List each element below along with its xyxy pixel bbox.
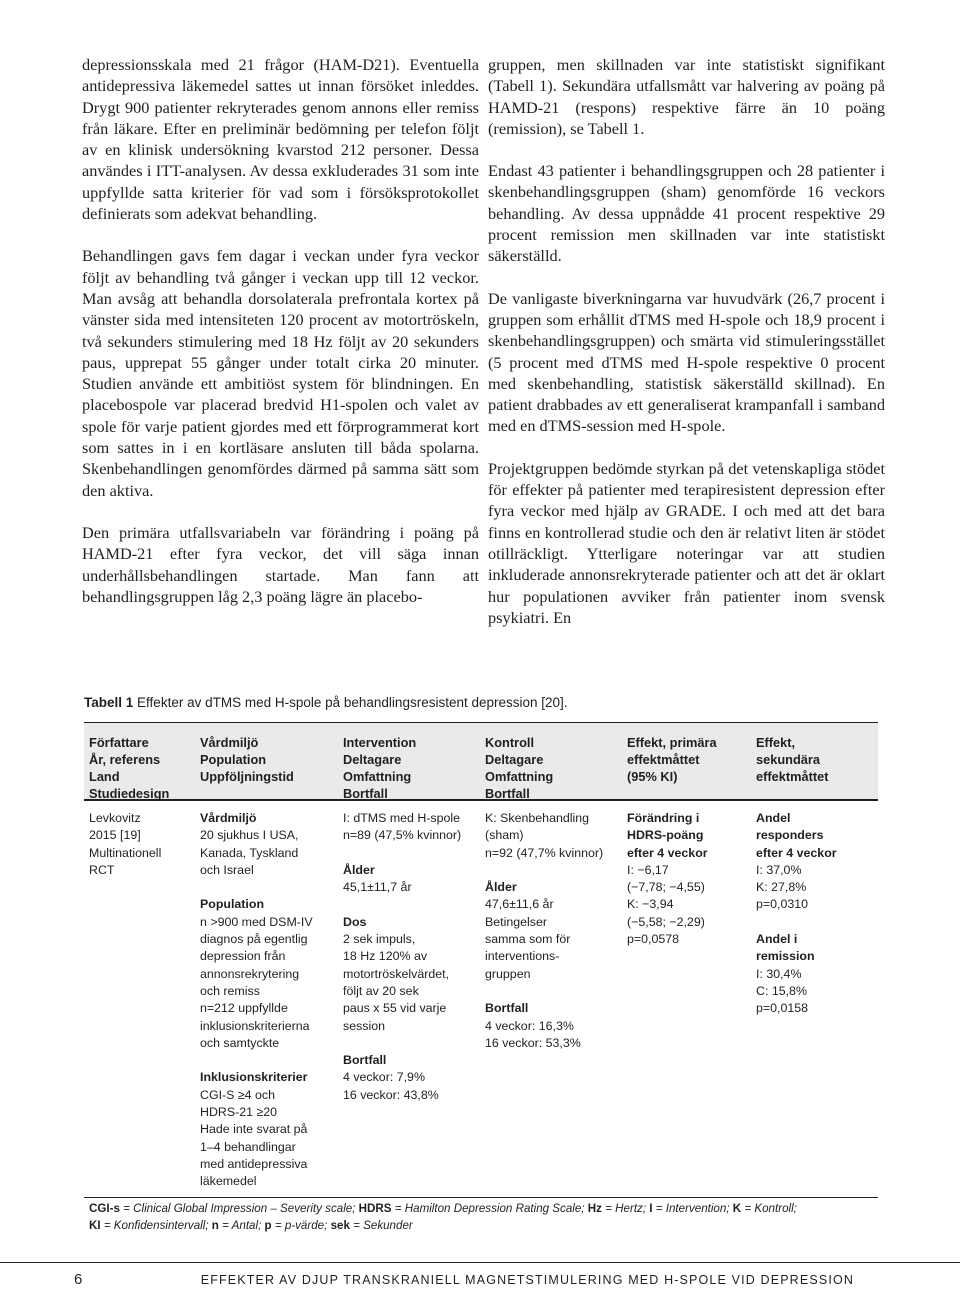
- table-caption-label: Tabell 1: [84, 695, 134, 710]
- table-cell-subheading: Population: [200, 897, 265, 912]
- table-cell-line: K: 27,8%: [756, 880, 807, 895]
- body-column-left: [82, 54, 479, 628]
- table-header-line: Intervention: [343, 735, 417, 750]
- table-cell-line: läkemedel: [200, 1174, 257, 1189]
- table-header-line: Population: [200, 752, 267, 767]
- footnote-definition: = Hamilton Depression Rating Scale;: [391, 1202, 588, 1215]
- table-cell-subheading: HDRS-poäng: [627, 828, 704, 843]
- table-cell-line: med antidepressiva: [200, 1156, 308, 1171]
- table-cell-line: session: [343, 1018, 386, 1033]
- footnote-definition: = Clinical Global Impression – Severity scale;: [119, 1202, 359, 1215]
- table-cell-subheading: Förändring i: [627, 811, 700, 825]
- table-cell-line: Kanada, Tyskland: [200, 845, 299, 860]
- table-header-line: Deltagare: [343, 752, 402, 767]
- body-column-right: [488, 54, 885, 649]
- table-cell-line: interventions-: [485, 949, 560, 964]
- table-cell: [200, 810, 313, 1191]
- table-cell-line: p=0,0158: [756, 1001, 809, 1016]
- table-cell-line: n=89 (47,5% kvinnor): [343, 828, 462, 843]
- table-cell-line: p=0,0310: [756, 897, 809, 912]
- table-header-line: Land: [89, 769, 120, 784]
- table-cell-subheading: responders: [756, 828, 824, 843]
- footnote-abbreviation: I: [649, 1202, 653, 1215]
- footnote-abbreviation: K: [732, 1202, 742, 1215]
- table-cell-line: [200, 879, 313, 896]
- table-cell-line: annonsrekrytering: [200, 966, 300, 981]
- table-header-cell: [89, 734, 169, 802]
- table-cell-line: 1–4 behandlingar: [200, 1139, 296, 1154]
- table-cell-line: och remiss: [200, 983, 260, 998]
- table-cell-subheading: remission: [756, 949, 815, 964]
- table-header-line: (95% KI): [627, 769, 678, 784]
- table-cell-line: 20 sjukhus I USA,: [200, 828, 299, 843]
- table-cell-subheading: efter 4 veckor: [756, 845, 837, 860]
- table-cell-line: K: −3,94: [627, 897, 674, 912]
- table-cell-subheading: Vårdmiljö: [200, 811, 257, 825]
- table-cell-line: 2015 [19]: [89, 828, 141, 843]
- table-cell-line: (sham): [485, 828, 524, 843]
- table-cell-line: 4 veckor: 7,9%: [343, 1070, 425, 1085]
- table-cell-line: inklusionskriterierna: [200, 1018, 310, 1033]
- table-cell-line: Multinationell: [89, 845, 162, 860]
- table-bottom-rule: [84, 1197, 878, 1198]
- table-cell-subheading: Ålder: [343, 862, 375, 877]
- table-header-line: Omfattning: [343, 769, 412, 784]
- footnote-abbreviation: n: [211, 1218, 219, 1232]
- table-cell-line: p=0,0578: [627, 932, 680, 947]
- footnote-abbreviation: sek: [330, 1218, 350, 1232]
- table-header-line: Uppföljningstid: [200, 769, 294, 784]
- table-cell-line: C: 15,8%: [756, 983, 807, 998]
- table-cell-line: 47,6±11,6 år: [485, 897, 554, 912]
- table-cell-line: Levkovitz: [89, 811, 141, 825]
- footnote-definition: = p-värde;: [271, 1218, 331, 1232]
- table-cell-subheading: Bortfall: [343, 1053, 387, 1068]
- footnote-definition: = Kontroll;: [741, 1202, 797, 1215]
- table-cell-subheading: efter 4 veckor: [627, 845, 708, 860]
- table-header-line: År, referens: [89, 752, 161, 767]
- table-cell-subheading: Andel: [756, 811, 791, 825]
- table-header-line: sekundära: [756, 752, 821, 767]
- table-header-cell: [343, 734, 416, 802]
- footnote-definition: = Intervention;: [652, 1202, 733, 1215]
- table-cell-line: motortröskelvärdet,: [343, 966, 450, 981]
- table-cell-line: [343, 896, 461, 913]
- table-cell-line: 16 veckor: 43,8%: [343, 1087, 439, 1102]
- body-paragraph: Behandlingen gavs fem dagar i veckan under fyra veckor följt av behandling två gånger i veckan upp till 12 veckor. Man avsåg att behandla dorsolaterala prefrontala kortex på vänster sida med intensiteten 120 procent av motortröskeln, två sekunders stimulering med 18 Hz följt av 20 sekunders paus, upprepat 55 gånger under totalt cirka 20 minuter. Studien använde ett ambitiöst system för blindningen. En placebospole var placerad bredvid H1-spolen och valet av spole för varje patient gjordes med ett förprogrammerat kort som sattes in i en kortläsare ansluten till båda spolarna. Skenbehandlingen genomfördes därmed på samma sätt som den aktiva.: [82, 246, 479, 500]
- table-header-cell: [485, 734, 553, 802]
- body-paragraph: De vanligaste biverkningarna var huvudvärk (26,7 procent i gruppen som erhållit dTMS med H-spole och 18,9 procent i skenbehandlingsgruppen) och smärta vid stimuleringsstället (5 procent med dTMS med H-spole respektive 0 procent med skenbehandling, statistisk säkerställd skillnad). En patient drabbades av ett generaliserat krampanfall i samband med en dTMS-session med H-spole.: [488, 288, 885, 436]
- body-paragraph: depressionsskala med 21 frågor (HAM-D21). Eventuella antidepressiva läkemedel sattes ut innan försöket inleddes. Drygt 900 patienter rekryterades genom annons eller remiss från läkare. Efter en preliminär bedömning per telefon följt av en klinisk undersökning kvarstod 212 personer. Dessa användes i ITT-analysen. Av dessa exkluderades 31 som inte uppfyllde satta kriterier för vad som i försöksprotokollet definierats som adekvat behandling.: [82, 55, 479, 224]
- footnote-abbreviation: KI: [89, 1218, 101, 1232]
- body-paragraph: Endast 43 patienter i behandlingsgruppen och 28 patienter i skenbehandlingsgruppen (sham) genomförde 16 veckors behandling. Av dessa uppnådde 41 procent respektive 29 procent remission men skillnaden var inte statistiskt säkerställd.: [488, 161, 885, 266]
- footnote-abbreviation: Hz: [587, 1202, 602, 1215]
- table-header-cell: [627, 734, 717, 785]
- table-caption-text: Effekter av dTMS med H-spole på behandlingsresistent depression [20].: [137, 695, 568, 710]
- table-cell-line: [200, 1052, 313, 1069]
- body-paragraph: Den primära utfallsvariabeln var förändring i poäng på HAMD-21 efter fyra veckor, det vill säga innan underhållsbehandlingen startade. Man fann att behandlingsgruppen låg 2,3 poäng lägre än placebo-: [82, 522, 479, 606]
- table-header-cell: [756, 734, 829, 785]
- running-title: EFFEKTER AV DJUP TRANSKRANIELL MAGNETSTIMULERING MED H-SPOLE VID DEPRESSION: [200, 1273, 854, 1287]
- table-cell-line: n=92 (47,7% kvinnor): [485, 845, 604, 860]
- table-cell-line: samma som för: [485, 932, 571, 947]
- body-paragraph: gruppen, men skillnaden var inte statistiskt signifikant (Tabell 1). Sekundära utfallsmått var halvering av poäng på HAMD-21 (respons) respektive färre än 10 poäng (remission), se Tabell 1.: [488, 55, 885, 138]
- table-cell-line: diagnos på egentlig: [200, 932, 308, 947]
- table-cell-line: CGI-S ≥4 och: [200, 1087, 275, 1102]
- table-footnote: [89, 1201, 797, 1234]
- footnote-abbreviation: CGI-s: [89, 1202, 120, 1215]
- table-cell-subheading: Bortfall: [485, 1001, 529, 1016]
- table-header-line: Bortfall: [343, 786, 388, 801]
- table-cell: [89, 810, 161, 879]
- table-header-line: Vårdmiljö: [200, 735, 259, 750]
- footnote-definition: = Konfidensintervall;: [100, 1218, 212, 1232]
- table-cell-line: paus x 55 vid varje: [343, 1001, 447, 1016]
- footnote-line: [89, 1218, 797, 1235]
- table-cell-subheading: Ålder: [485, 880, 517, 895]
- table-cell-line: och samtyckte: [200, 1035, 280, 1050]
- table-cell-line: 18 Hz 120% av: [343, 949, 428, 964]
- table-cell-line: depression från: [200, 949, 286, 964]
- footer-rule: [0, 1262, 960, 1263]
- table-cell-line: Hade inte svarat på: [200, 1122, 308, 1137]
- table-cell-subheading: Andel i: [756, 932, 798, 947]
- footnote-definition: = Sekunder: [349, 1218, 413, 1232]
- table-cell-line: 4 veckor: 16,3%: [485, 1018, 574, 1033]
- table-header-line: Författare: [89, 735, 149, 750]
- table-cell-line: (−7,78; −4,55): [627, 880, 705, 895]
- table-cell-line: [485, 862, 603, 879]
- table-header-line: Kontroll: [485, 735, 535, 750]
- table-cell: [756, 810, 837, 1018]
- table-cell-line: följt av 20 sek: [343, 983, 419, 998]
- footnote-line: [89, 1201, 797, 1218]
- table-cell: [343, 810, 461, 1104]
- table-cell-line: gruppen: [485, 966, 531, 981]
- table-cell-line: 16 veckor: 53,3%: [485, 1035, 581, 1050]
- table-cell: [485, 810, 603, 1052]
- table-header-line: Deltagare: [485, 752, 544, 767]
- footnote-definition: = Hertz;: [601, 1202, 650, 1215]
- footnote-definition: = Antal;: [218, 1218, 265, 1232]
- table-cell-line: [343, 1035, 461, 1052]
- table-cell-line: n >900 med DSM-IV: [200, 914, 313, 929]
- table-cell-line: 45,1±11,7 år: [343, 880, 412, 895]
- table-cell: [627, 810, 708, 948]
- footnote-abbreviation: p: [264, 1218, 272, 1232]
- table-cell-line: RCT: [89, 862, 115, 877]
- table-cell-line: K: Skenbehandling: [485, 811, 590, 825]
- table-cell-line: [343, 845, 461, 862]
- table-cell-subheading: Dos: [343, 914, 367, 929]
- table-header-line: Effekt, primära: [627, 735, 717, 750]
- table-cell-line: och Israel: [200, 862, 254, 877]
- table-cell-line: (−5,58; −2,29): [627, 914, 705, 929]
- table-header-rule: [84, 799, 878, 801]
- table-cell-line: I: 37,0%: [756, 862, 802, 877]
- table-cell-line: 2 sek impuls,: [343, 932, 416, 947]
- table-cell-line: [756, 914, 837, 931]
- table-cell-subheading: Inklusionskriterier: [200, 1070, 308, 1085]
- table-header-line: Effekt,: [756, 735, 796, 750]
- table-header-line: effektmåttet: [627, 752, 700, 767]
- table-cell-line: [485, 983, 603, 1000]
- table-header-cell: [200, 734, 294, 785]
- table-header-line: Omfattning: [485, 769, 554, 784]
- table-cell-line: HDRS-21 ≥20: [200, 1105, 278, 1120]
- table-cell-line: n=212 uppfyllde: [200, 1001, 288, 1016]
- table-cell-line: Betingelser: [485, 914, 547, 929]
- table-cell-line: I: dTMS med H-spole: [343, 811, 461, 825]
- table-cell-line: I: −6,17: [627, 862, 669, 877]
- table-cell-line: I: 30,4%: [756, 966, 802, 981]
- footnote-abbreviation: HDRS: [358, 1202, 392, 1215]
- table-header-line: Bortfall: [485, 786, 530, 801]
- table-caption: [84, 695, 568, 710]
- table-header-line: Studiedesign: [89, 786, 170, 801]
- table-header-line: effektmåttet: [756, 769, 829, 784]
- page-number: 6: [74, 1271, 83, 1288]
- body-paragraph: Projektgruppen bedömde styrkan på det vetenskapliga stödet för effekter på patienter med terapiresistent depression efter fyra veckor med hjälp av GRADE. I och med att det bara finns en kontrollerad studie och den är relativt liten är stödet otillräckligt. Ytterligare noteringar var att studien inkluderade annonsrekryterade patienter och att det är oklart hur populationen avviker från patienter inom svensk psykiatri. En: [488, 458, 885, 627]
